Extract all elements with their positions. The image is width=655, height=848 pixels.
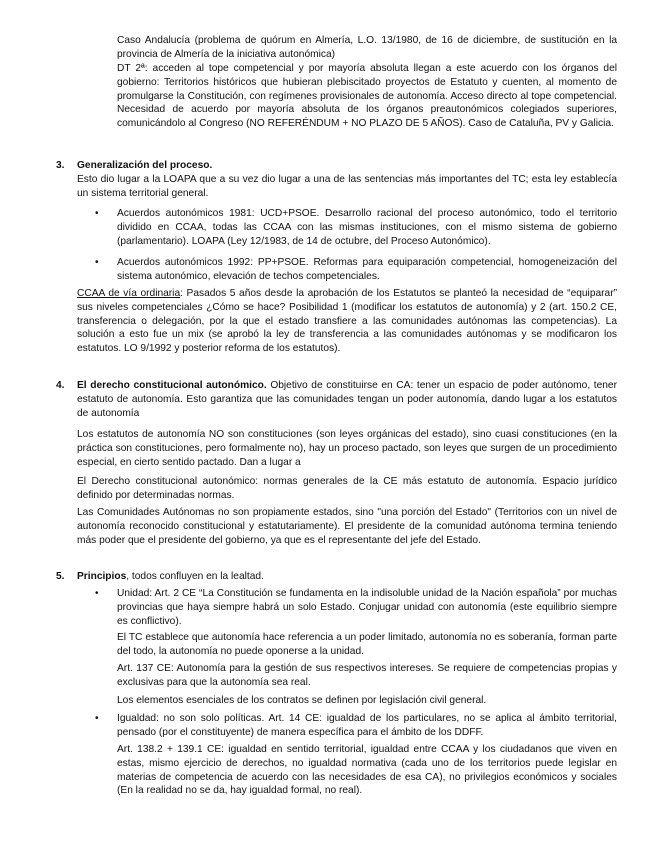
intro-paragraph-andalucia: Caso Andalucía (problema de quórum en Almería, L.O. 13/1980, de 16 de diciembre, de sustitución en la provincia de Almería de la iniciativa autonómica) <box>117 35 617 60</box>
section-4-lead-paragraph <box>77 379 617 420</box>
principio-igualdad: Igualdad: no son solo políticas. Art. 14 CE: igualdad de los particulares, no se aplica al ámbito territorial, pensado (por el constituyente) de manera específica para el ámbito de los DDFF. <box>117 713 617 738</box>
section-4-paragraph-derecho: El Derecho constitucional autonómico: normas generales de la CE más estatuto de autonomía. Espacio jurídico definido por determinadas normas. <box>77 476 617 501</box>
section-4-lead: Objetivo de constituirse en CA: tener un espacio de poder autónomo, tener estatuto de autonomía. Esto garantiza que las comunidades tengan un poder autonomía, dando lugar a los estatutos de autonomía <box>77 380 617 419</box>
section-5-number: 5. <box>56 571 65 582</box>
bullet-icon: • <box>95 713 99 724</box>
section-3-number: 3. <box>56 160 65 171</box>
via-ordinaria-label: CCAA de vía ordinaria <box>77 288 181 299</box>
via-ordinaria-text: : Pasados 5 años desde la aprobación de los Estatutos se planteó la necesidad de “equiparar” sus niveles competenciales ¿Cómo se hace? Posibilidad 1 (modificar los estatutos de autonomía) y 2 (art. 150.2 CE, transferencia o delegación, por la que el estado transfiere a las comunidades autónomas las competencias). La solución a esto fue un mix (se aprobó la ley de transferencia a las comunidades autónomas y se modificaron los estatutos. LO 9/1992 y posterior reforma de los estatutos). <box>77 288 617 355</box>
principio-unidad-tc: El TC establece que autonomía hace referencia a un poder limitado, autonomía no es soberanía, forman parte del todo, la autonomía no puede oponerse a la unidad. <box>117 632 617 657</box>
section-5-heading <box>56 570 617 584</box>
section-4-title: El derecho constitucional autonómico. <box>77 380 267 391</box>
bullet-acuerdos-1992: Acuerdos autonómicos 1992: PP+PSOE. Reformas para equiparación competencial, homogeneización del sistema autonómico, elevación de techos competenciales. <box>117 257 617 282</box>
bullet-icon: • <box>95 588 99 599</box>
section-3-heading <box>56 159 617 173</box>
principio-unidad: Unidad: Art. 2 CE “La Constitución se fundamenta en la indisoluble unidad de la Nación española” por muchas provincias que haya siempre habrá un solo Estado. Conjugar unidad con autonomía (este equilibrio siempre es conflictivo). <box>117 588 617 627</box>
section-4-paragraph-comunidades: Las Comunidades Autónomas no son propiamente estados, sino "una porción del Estado" (Territorios con un nivel de autonomía reconocido constitucional y estatutariamente). El presidente de la comunidad autónoma termina teniendo más poder que el presidente del gobierno, ya que es el representante del jefe del Estado. <box>77 507 617 546</box>
bullet-icon: • <box>95 208 99 219</box>
section-4-paragraph-estatutos: Los estatutos de autonomía NO son constituciones (son leyes orgánicas del estado), sino cuasi constituciones (en la práctica son constituciones, pero formalmente no), hay un proceso pactado, son leyes que surgen de un procedimiento especial, en cierto sentido pactado. Dan a lugar a <box>77 429 617 468</box>
principio-unidad-contratos: Los elementos esenciales de los contratos se definen por legislación civil general. <box>117 695 487 706</box>
via-ordinaria-paragraph <box>77 287 617 356</box>
section-5-lead: , todos confluyen en la lealtad. <box>126 571 264 582</box>
section-3-paragraph: Esto dio lugar a la LOAPA que a su vez dio lugar a una de las sentencias más importantes del TC; esta ley establecía un sistema territorial general. <box>77 174 617 199</box>
section-3-title: Generalización del proceso. <box>77 160 213 171</box>
section-5-title: Principios <box>77 571 127 582</box>
principio-igualdad-art138: Art. 138.2 + 139.1 CE: igualdad en sentido territorial, igualdad entre CCAA y los ciudadanos que viven en estas, mismo ejercicio de derechos, no igualdad normativa (cada uno de los territorios puede legislar en materias de competencia de acuerdo con las necesidades de esa CA), no privilegios económicos y sociales (En la realidad no se da, hay igualdad formal, no real). <box>117 744 617 797</box>
principio-unidad-art137: Art. 137 CE: Autonomía para la gestión de sus respectivos intereses. Se requiere de competencias propias y exclusivas para que la autonomía sea real. <box>117 663 617 688</box>
section-4-number: 4. <box>56 380 65 391</box>
bullet-acuerdos-1981: Acuerdos autonómicos 1981: UCD+PSOE. Desarrollo racional del proceso autonómico, todo el territorio dividido en CCAA, todas las CCAA con las mismas instituciones, con el mismo sistema de gobierno (parlamentario). LOAPA (Ley 12/1983, de 14 de octubre, del Proceso Autonómico). <box>117 208 617 247</box>
bullet-icon: • <box>95 257 99 268</box>
intro-paragraph-dt2: DT 2ª: acceden al tope competencial y por mayoría absoluta llegan a este acuerdo con los órganos del gobierno: Territorios históricos que hubieran plebiscitado proyectos de Estatuto y cuenten, al momento de promulgarse la Constitución, con regímenes provisionales de autonomía. Acceso directo al tope competencial. Necesidad de acuerdo por mayoría absoluta de los órganos preautonómicos colegiados superiores, comunicándolo al Congreso (NO REFERÉNDUM + NO PLAZO DE 5 AÑOS). Caso de Cataluña, PV y Galicia. <box>117 63 617 130</box>
